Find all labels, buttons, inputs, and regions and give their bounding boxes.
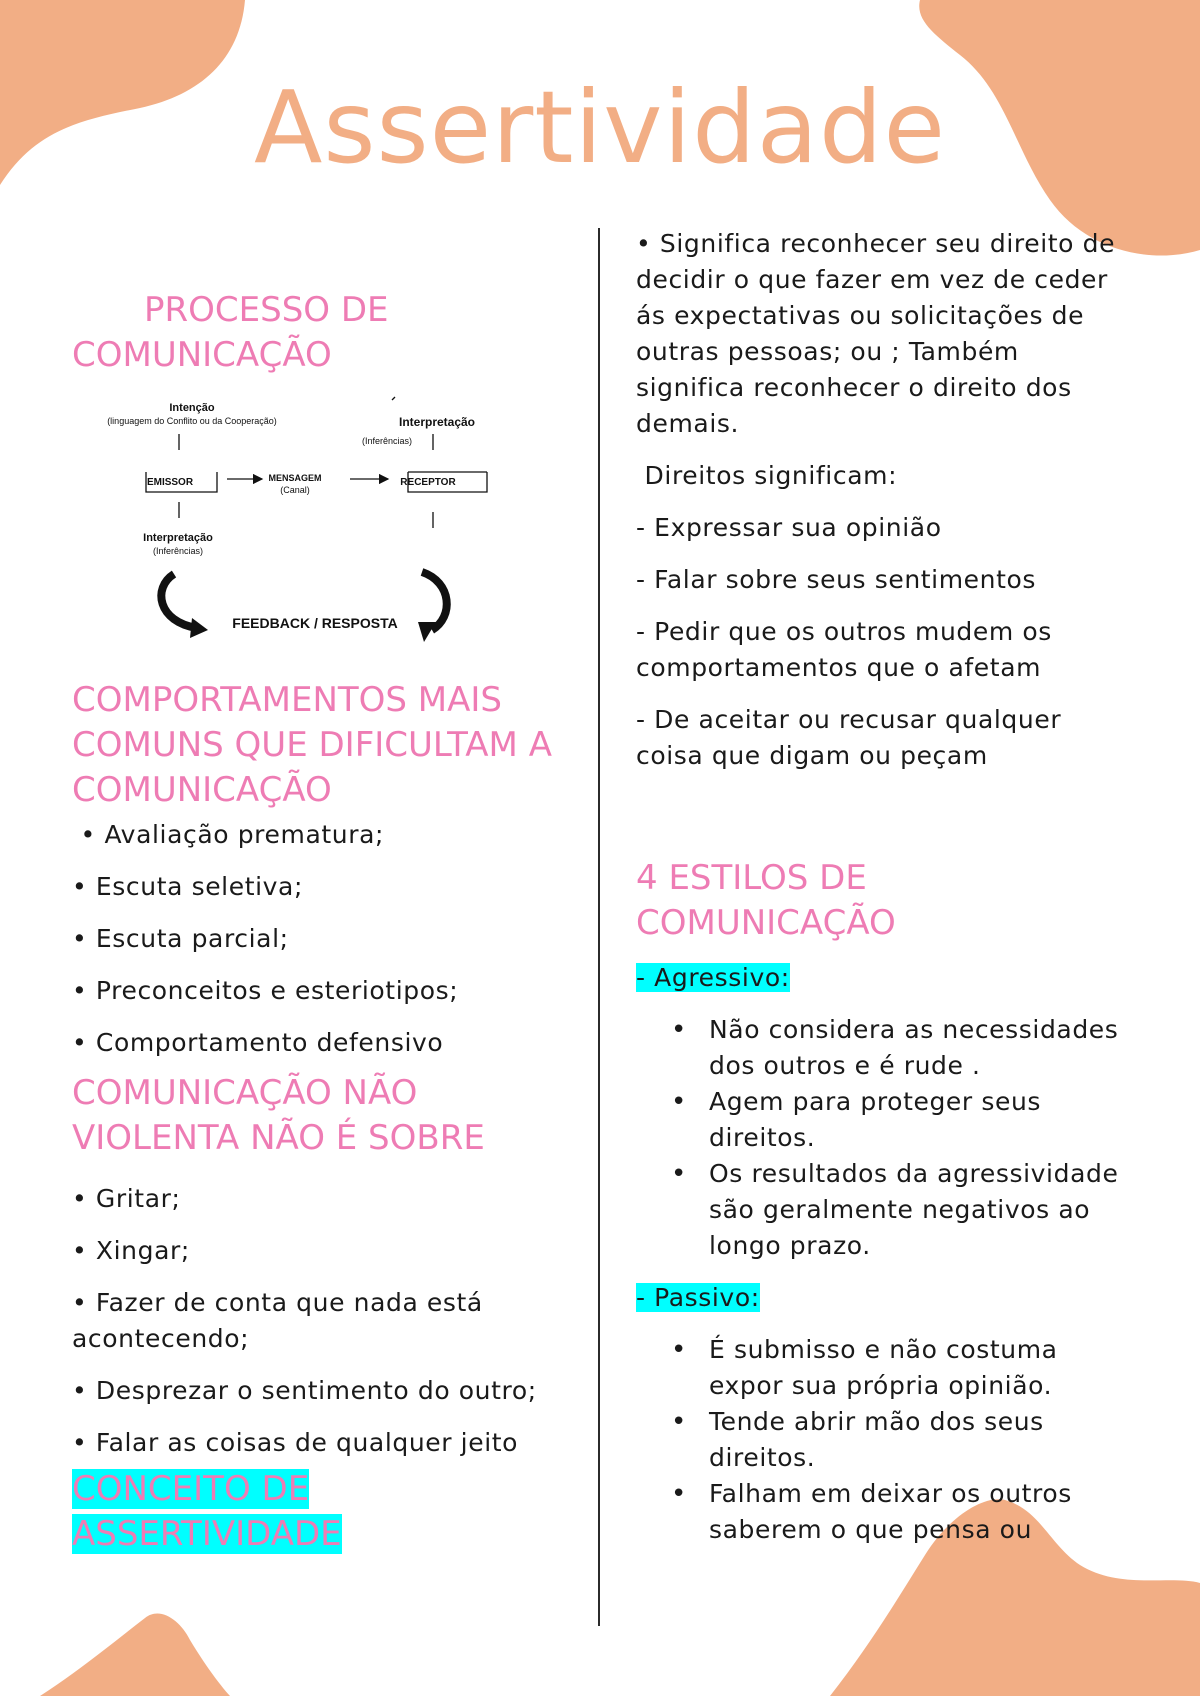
- passive-label: [636, 1280, 1136, 1316]
- feedback-left-arrow: [161, 574, 197, 628]
- feedback-right-arrow: [422, 572, 447, 630]
- passive-item: • Tende abrir mão dos seus direitos.: [709, 1404, 1136, 1476]
- aggressive-label-text: - Agressivo:: [636, 963, 790, 992]
- passive-item: • Falham em deixar os outros saberem o que pensa ou: [709, 1476, 1136, 1548]
- diagram-receptor: RECEPTOR: [400, 477, 456, 488]
- cnv-item: • Fazer de conta que nada está acontecendo;: [72, 1288, 483, 1353]
- diagram-interpretacao-bottom: Interpretação: [143, 532, 213, 544]
- rights-item: - Falar sobre seus sentimentos: [636, 565, 1037, 594]
- rights-item: - Pedir que os outros mudem os comportamentos que o afetam: [636, 617, 1052, 682]
- bottom-left-blob: [40, 1600, 240, 1696]
- behavior-item: • Escuta parcial;: [72, 924, 289, 953]
- cnv-item: • Gritar;: [72, 1184, 181, 1213]
- aggressive-label: [636, 960, 1136, 996]
- diagram-mensagem: MENSAGEM: [268, 473, 322, 483]
- communication-process-diagram: [92, 392, 512, 654]
- aggressive-item: • Os resultados da agressividade são geralmente negativos ao longo prazo.: [709, 1156, 1136, 1264]
- diagram-intencao: Intenção: [169, 402, 215, 414]
- right-column: [636, 226, 1136, 1548]
- diagram-canal: (Canal): [280, 485, 310, 495]
- rights-item: - De aceitar ou recusar qualquer coisa que digam ou peçam: [636, 705, 1062, 770]
- left-column: [72, 288, 572, 1557]
- cnv-item: • Falar as coisas de qualquer jeito: [72, 1428, 519, 1457]
- behavior-item: • Escuta seletiva;: [72, 872, 303, 901]
- process-heading: PROCESSO DE COMUNICAÇÃO: [72, 290, 389, 375]
- diagram-interpretacao-top: Interpretação: [398, 415, 476, 429]
- rights-label: Direitos significam:: [636, 461, 898, 490]
- page-title: Assertividade: [254, 69, 946, 186]
- passive-item: • É submisso e não costuma expor sua própria opinião.: [709, 1332, 1136, 1404]
- aggressive-item: • Não considera as necessidades dos outros e é rude .: [709, 1012, 1136, 1084]
- diagram-intencao-sub: (linguagem do Conflito ou da Cooperação): [107, 416, 277, 426]
- styles-heading: 4 ESTILOS DE COMUNICAÇÃO: [636, 858, 896, 943]
- concept-heading-line-2: ASSERTIVIDADE: [72, 1514, 342, 1554]
- diagram-inferencias-top: (Inferências): [361, 436, 413, 446]
- diagram-inferencias-bottom: (Inferências): [152, 546, 204, 556]
- rights-item: - Expressar sua opinião: [636, 513, 942, 542]
- behavior-item: • Comportamento defensivo: [72, 1028, 444, 1057]
- column-divider: [598, 228, 600, 1626]
- passive-list: [636, 1332, 1136, 1548]
- behaviors-heading: COMPORTAMENTOS MAIS COMUNS QUE DIFICULTAM A COMUNICAÇÃO: [72, 680, 552, 810]
- concept-heading: [72, 1467, 572, 1557]
- behavior-item: • Avaliação prematura;: [72, 820, 385, 849]
- diagram-emissor: EMISSOR: [146, 477, 194, 488]
- cnv-heading: COMUNICAÇÃO NÃO VIOLENTA NÃO É SOBRE: [72, 1073, 485, 1158]
- aggressive-list: [636, 1012, 1136, 1264]
- concept-heading-line-1: CONCEITO DE: [72, 1469, 310, 1509]
- passive-label-text: - Passivo:: [636, 1283, 760, 1312]
- behavior-item: • Preconceitos e esteriotipos;: [72, 976, 459, 1005]
- cnv-item: • Xingar;: [72, 1236, 190, 1265]
- diagram-feedback: FEEDBACK / RESPOSTA: [232, 615, 398, 631]
- assertiveness-definition: • Significa reconhecer seu direito de decidir o que fazer em vez de ceder ás expectativas ou solicitações de outras pessoas; ou ; Também significa reconhecer o direito dos demais.: [636, 229, 1116, 438]
- aggressive-item: • Agem para proteger seus direitos.: [709, 1084, 1136, 1156]
- cnv-item: • Desprezar o sentimento do outro;: [72, 1376, 537, 1405]
